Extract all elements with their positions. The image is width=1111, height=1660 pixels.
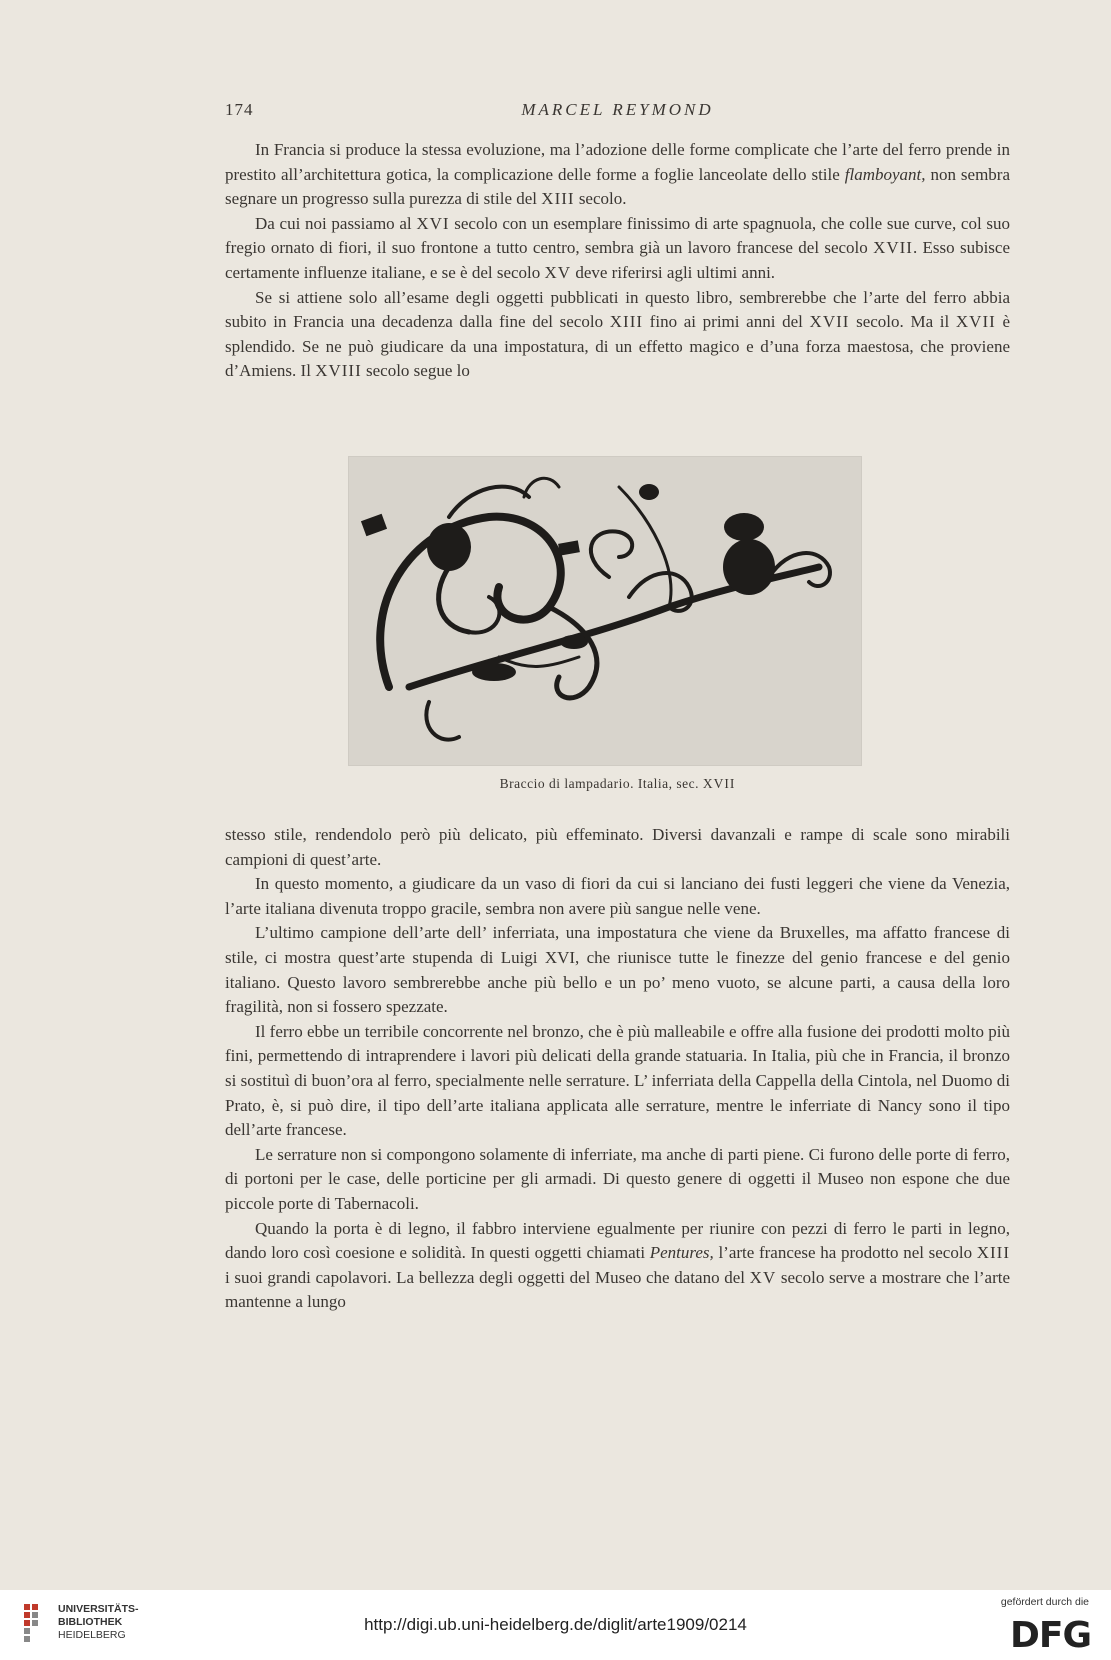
page-number: 174 [225, 100, 254, 119]
paragraph: Le serrature non si compongono solamente di inferriate, ma anche di parti piene. Ci furono delle porte di ferro, di portoni per le case, delle porticine per gli armadi. Di questo genere di oggetti il Museo non espone che due piccole porte di Tabernacoli. [225, 1144, 1010, 1213]
dfg-logo: DFG [1009, 1615, 1091, 1656]
paragraph: Quando la porta è di legno, il fabbro interviene egualmente per riunire con pezzi di ferro le parti in legno, dando loro così coesione e solidità. In questi oggetti chiamati Pentures, l’arte francese ha prodotto nel secolo XIII i suoi grandi capolavori. La bellezza degli oggetti del Museo che datano del XV secolo serve a mostrare che l’arte mantenne a lungo [225, 1218, 1010, 1312]
funded-by-label: gefördert durch die [1000, 1596, 1089, 1608]
figure-caption: Braccio di lampadario. Italia, sec. XVII [499, 776, 736, 791]
paragraph: Se si attiene solo all’esame degli oggetti pubblicati in questo libro, sembrerebbe che l’arte del ferro abbia subito in Francia una decadenza dalla fine del secolo XIII fino ai primi anni del XVII secolo. Ma il XVII è splendido. Se ne può giudicare da una impostatura, di un effetto magico e d’una forza maestosa, che proviene d’Amiens. Il XVIII secolo segue lo [225, 287, 1010, 381]
digitization-footer [0, 1590, 1111, 1660]
paragraph: Da cui noi passiamo al XVI secolo con un esemplare finissimo di arte spagnuola, che colle sue curve, col suo fregio ornato di fiori, il suo frontone a tutto centro, sembra già un lavoro francese del secolo XVII. Esso subisce certamente influenze italiane, e se è del secolo XV deve riferirsi agli ultimi anni. [225, 213, 1010, 282]
library-name: UNIVERSITÄTS- BIBLIOTHEK HEIDELBERG [58, 1603, 139, 1641]
paragraph: Il ferro ebbe un terribile concorrente nel bronzo, che è più malleabile e offre alla fusione dei prodotti molto più fini, permettendo di intraprendere i lavori più delicati della grande statuaria. In Italia, più che in Francia, il bronzo si sostituì di buon’ora al ferro, specialmente nelle serrature. L’ inferriata della Cappella della Cintola, nel Duomo di Prato, è, si può dire, il tipo dell’arte italiana applicata alle serrature, mentre le inferriate di Nancy sono il tipo dell’arte francese. [225, 1021, 1010, 1140]
paragraph: In Francia si produce la stessa evoluzione, ma l’adozione delle forme complicate che l’arte del ferro prende in prestito all’architettura gotica, la complicazione delle forme a foglie lanceolate dello stile flamboyant, non sembra segnare un progresso sulla purezza di stile del XIII secolo. [225, 140, 1011, 209]
body-text-top [225, 138, 1010, 384]
paragraph: stesso stile, rendendolo però più delicato, più effeminato. Diversi davanzali e rampe di scale sono mirabili campioni di quest’arte. [225, 825, 1010, 869]
wrought-iron-lamp-arm-image [349, 457, 861, 765]
running-title: MARCEL REYMOND [521, 100, 714, 119]
paragraph: In questo momento, a giudicare da un vaso di fiori da cui si lanciano dei fusti leggeri che viene da Venezia, l’arte italiana divenuta troppo gracile, sembra non avere più sangue nelle vene. [225, 874, 1010, 918]
ironwork-illustration [348, 456, 862, 766]
body-text-bottom [225, 823, 1010, 1315]
permalink-url[interactable]: http://digi.ub.uni-heidelberg.de/diglit/arte1909/0214 [364, 1615, 747, 1634]
page-header [225, 100, 1010, 124]
paragraph: L’ultimo campione dell’arte dell’ inferriata, una impostatura che viene da Bruxelles, ma affatto francese di stile, ci mostra quest’arte stupenda di Luigi XVI, che riunisce tutte le finezze del genio francese e del genio italiano. Questo lavoro sembrerebbe anche più bello e un po’ meno vuoto, se alcune parti, a causa della loro fragilità, non si fossero spezzate. [225, 923, 1010, 1017]
